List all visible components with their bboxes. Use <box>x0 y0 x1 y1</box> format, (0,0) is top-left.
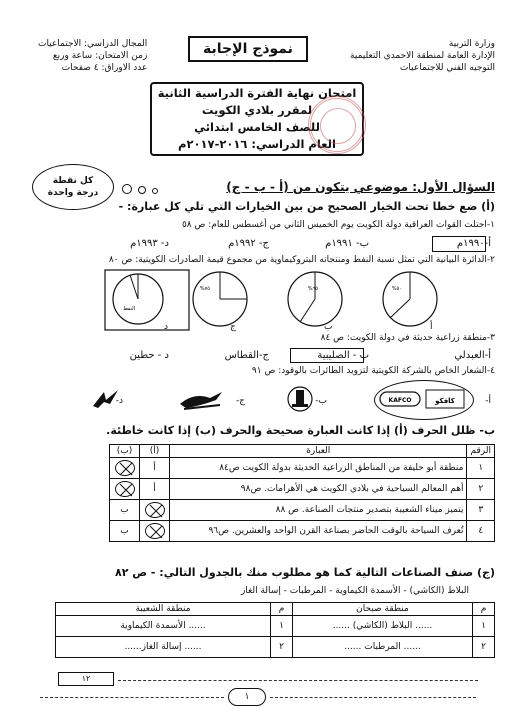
shaded-circle-icon <box>145 523 165 539</box>
exam-info-header <box>38 38 147 74</box>
title-line-1: امتحان نهاية الفترة الدراسية الثانية <box>157 86 357 100</box>
ministry-name: وزارة التربية <box>448 39 495 49</box>
footer-dashed-line <box>118 680 478 681</box>
tf-row-2-a: أ <box>140 479 170 500</box>
tf-row-4-b: ب <box>110 521 140 542</box>
tf-row-3-a-shaded <box>140 500 170 521</box>
item-1-answer-mark <box>432 236 486 252</box>
tf-header-statement: العبارة <box>170 445 467 458</box>
item-1-option-b: ب- ١٩٩١م <box>325 238 369 249</box>
ministry-header <box>350 38 495 74</box>
item-4-text: ٤-الشعار الخاص بالشركة الكويتية لتزويد الطائرات بالوقود: ص ٩١ <box>251 366 495 376</box>
tf-header-b: (ب) <box>110 445 140 458</box>
item-4-option-d: د- <box>115 396 123 406</box>
pie-option-a-letter: أ <box>430 322 433 332</box>
tf-row-3 <box>110 500 495 521</box>
item-3-text: ٣-منطقة زراعية حديثة في دولة الكويت: ص ٨٤ <box>320 333 495 343</box>
item-3-option-d: د - حطين <box>129 350 169 361</box>
tf-row-2-b-shaded <box>110 479 140 500</box>
pie-option-d-letter: د <box>164 322 169 332</box>
tower-logo <box>282 384 318 414</box>
page-count: عدد الاوراق: ٤ صفحات <box>61 63 148 73</box>
ic-row-2-n2: ٢ <box>271 637 293 658</box>
industry-classification-table <box>55 602 495 658</box>
points-note-cloud <box>32 164 114 210</box>
pie-a-label: ٥٠% <box>391 286 402 292</box>
kafco-logo-text: KAFCO <box>388 397 412 404</box>
title-line-3: للصف الخامس ابتدائي <box>194 120 320 134</box>
tf-row-4-a-shaded <box>140 521 170 542</box>
tf-row-2-num: ٢ <box>467 479 495 500</box>
item-1-option-c: ج- ١٩٩٢م <box>228 238 269 249</box>
item-4-option-c: ج- <box>235 396 245 406</box>
ic-header-num-2: م <box>271 603 293 616</box>
item-4-option-a: أ- <box>485 396 491 406</box>
cloud-bubble-1 <box>122 184 132 194</box>
ic-row-1-subhan: ...... البلاط (الكاشي) ...... <box>293 616 473 637</box>
item-3-answer-mark <box>290 348 364 363</box>
pie-b-label: ٦٥% <box>307 286 318 292</box>
school-seal-stamp <box>308 96 366 154</box>
footer-dashed-line-left <box>40 697 224 698</box>
item-3-option-c: ج-القطاس <box>224 350 269 361</box>
ic-row-1-n1: ١ <box>473 616 495 637</box>
item-1-option-a: أ-١٩٩٠م <box>456 238 491 249</box>
bird-logo <box>90 386 122 412</box>
pie-options-svg <box>90 268 480 338</box>
part-c-items: البلاط (الكاشي) - الأسمدة الكيماوية - المرطبات - إسالة الغاز <box>240 586 469 596</box>
cloud-bubble-2 <box>138 186 146 194</box>
ic-row-2 <box>56 637 495 658</box>
answer-model-label: نموذج الإجابة <box>188 36 308 62</box>
pie-c-label: ٧٥% <box>199 286 210 292</box>
item-3-option-b: ب - الصليبية <box>317 350 369 361</box>
cloud-bubble-3 <box>152 188 158 194</box>
title-line-4: العام الدراسي: ٢٠١٦-٢٠١٧م <box>178 137 336 151</box>
tf-header-num: الرقم <box>467 445 495 458</box>
pie-option-d-box <box>105 270 189 330</box>
item-3-option-a: أ-العبدلي <box>454 350 491 361</box>
pie-a-line-2 <box>390 299 410 318</box>
pie-option-c-letter: ج <box>230 322 236 332</box>
tf-row-1-num: ١ <box>467 458 495 479</box>
tf-row-4 <box>110 521 495 542</box>
ic-header-shuaiba: منطقة الشعيبة <box>56 603 271 616</box>
supervision-name: التوجيه الفني للاجتماعيات <box>399 63 495 73</box>
ic-row-1-shuaiba: ...... الأسمدة الكيماوية <box>56 616 271 637</box>
item-4-answer-mark <box>374 380 474 420</box>
tf-row-2-text: أهم المعالم السياحية في بلادي الكويت هي الأهرامات. ص٩٨ <box>170 479 467 500</box>
tf-row-2 <box>110 479 495 500</box>
title-line-2: لمقرر بلادي الكويت <box>201 103 313 117</box>
item-1-text: ١-احتلت القوات العراقية دولة الكويت يوم الخميس الثاني من أغسطس للعام: ص ٥٨ <box>181 220 495 230</box>
score-box: ١٢ <box>58 672 114 686</box>
tf-row-1-b-shaded <box>110 458 140 479</box>
points-note-text: كل نقطة درجة واحدة <box>47 176 99 198</box>
tf-row-1-a: أ <box>140 458 170 479</box>
pie-d-label: النفط <box>123 306 135 312</box>
tf-row-1-text: منطقة أبو حليفة من المناطق الزراعية الحديثة بدولة الكويت ص٨٤ <box>170 458 467 479</box>
wave-logo <box>176 386 226 412</box>
shaded-circle-icon <box>145 502 165 518</box>
ic-header-num-1: م <box>473 603 495 616</box>
part-b-instruction: ب- ظلل الحرف (أ) إذا كانت العبارة صحيحة والحرف (ب) إذا كانت خاطئة. <box>106 424 495 437</box>
question-1-title: السؤال الأول: موضوعي يتكون من (أ - ب - ج) <box>226 180 495 194</box>
tf-header-a: (أ) <box>140 445 170 458</box>
ic-row-2-shuaiba: ...... إسالة الغاز...... <box>56 637 271 658</box>
item-2-text: ٢-الدائرة البيانية التي تمثل نسبة النفط ومنتجاته البتروكيماوية من مجموع قيمة الصادرات الكويتية: ص ٨٠ <box>108 255 495 265</box>
kafco-logo-arabic: كافكو <box>435 397 455 405</box>
part-c-instruction: (ج) صنف الصناعات التالية كما هو مطلوب منك بالجدول التالي: - ص ٨٢ <box>115 566 495 579</box>
district-name: الإدارة العامة لمنطقة الاحمدي التعليمية <box>350 51 495 61</box>
ic-row-2-subhan: ...... المرطبات ...... <box>293 637 473 658</box>
shaded-circle-icon <box>115 460 135 476</box>
tf-row-1 <box>110 458 495 479</box>
tf-row-4-num: ٤ <box>467 521 495 542</box>
ic-header-row <box>56 603 495 616</box>
item-4-option-b: ب- <box>315 396 327 406</box>
ic-row-2-n1: ٢ <box>473 637 495 658</box>
item-1-option-d: د- ١٩٩٣م <box>130 238 169 249</box>
pie-option-b-letter: ب <box>324 322 333 332</box>
shaded-circle-icon <box>115 481 135 497</box>
ic-row-1-n2: ١ <box>271 616 293 637</box>
pie-b-line-2 <box>300 299 315 322</box>
subject-field: المجال الدراسي: الاجتماعيات <box>38 39 148 49</box>
tf-row-3-b: ب <box>110 500 140 521</box>
ic-row-1 <box>56 616 495 637</box>
part-a-instruction: (أ) ضع خطا تحت الخيار الصحيح من بين الخيارات التي تلي كل عبارة: - <box>118 200 495 213</box>
tf-row-3-text: يتميز ميناء الشعيبة بتصدير منتجات الصناعة. ص ٨٨ <box>170 500 467 521</box>
ic-header-subhan: منطقة صبحان <box>293 603 473 616</box>
footer-dashed-line-right <box>270 697 476 698</box>
page-number: ١ <box>228 688 266 706</box>
exam-duration: زمن الامتحان: ساعة وربع <box>52 51 148 61</box>
tf-header-row <box>110 445 495 458</box>
tf-row-4-text: تُعرف السياحة بالوقت الحاضر بصناعة القرن الواحد والعشرين. ص٩٦ <box>170 521 467 542</box>
true-false-table <box>109 444 495 542</box>
tf-row-3-num: ٣ <box>467 500 495 521</box>
pie-d-line-2 <box>130 275 138 299</box>
